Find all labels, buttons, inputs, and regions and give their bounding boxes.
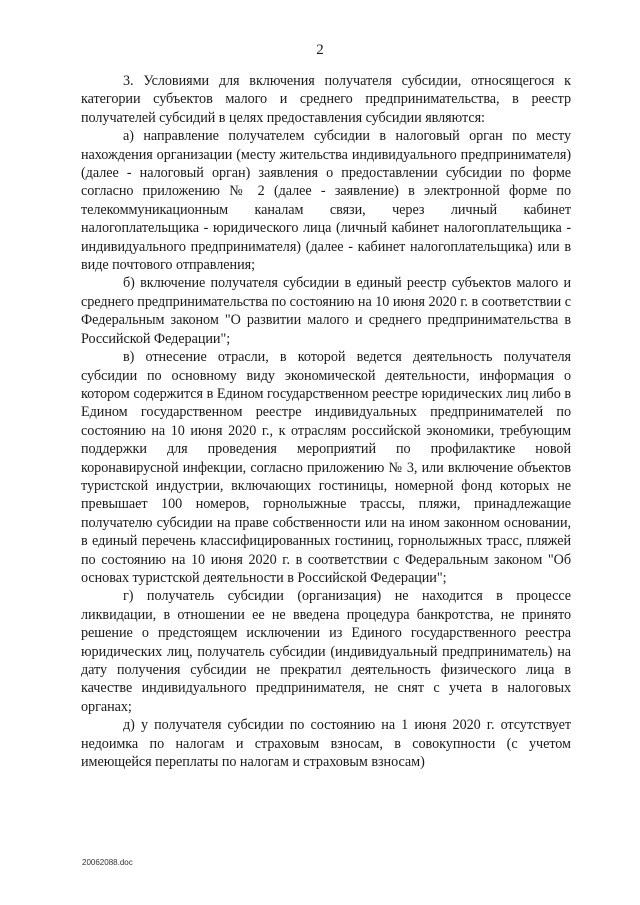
page-number: 2 (316, 42, 324, 58)
paragraph-item-d: д) у получателя субсидии по состоянию на 1 июня 2020 г. отсутствует недоимка по налогам и страховым взносам, в совокупности (с учетом имеющейся переплаты по налогам и страховым взносам) (81, 717, 571, 771)
paragraph-item-b: б) включение получателя субсидии в единый реестр субъектов малого и среднего предпринимательства по состоянию на 10 июня 2020 г. в соответствии с Федеральным законом "О развитии малого и среднего предпринимательства в Российской Федерации"; (81, 275, 571, 347)
paragraph-item-a: а) направление получателем субсидии в налоговый орган по месту нахождения организации (месту жительства индивидуального предпринимателя) (далее - налоговый орган) заявления о предоставлении субсидии по форме согласно приложению № 2 (далее - заявление) в электронной форме по телекоммуникационным каналам связи, через личный кабинет налогоплательщика - юридического лица (личный кабинет налогоплательщика - индивидуального предпринимателя) (далее - кабинет налогоплательщика) или в виде почтового отправления; (81, 128, 571, 274)
paragraph-item-v: в) отнесение отрасли, в которой ведется деятельность получателя субсидии по основному виду экономической деятельности, информация о котором содержится в Едином государственном реестре юридических лиц либо в Едином государственном реестре индивидуальных предпринимателей по состоянию на 10 июня 2020 г., к отраслям российской экономики, требующим поддержки для проведения мероприятий по профилактике новой коронавирусной инфекции, согласно приложению № 3, или включение объектов туристской индустрии, включающих гостиницы, номерной фонд которых не превышает 100 номеров, горнолыжные трассы, пляжи, принадлежащие получателю субсидии на праве собственности или на ином законном основании, в единый перечень классифицированных гостиниц, горнолыжных трасс, пляжей по состоянию на 10 июня 2020 г. в соответствии с Федеральным законом "Об основах туристской деятельности в Российской Федерации"; (81, 349, 571, 586)
document-file-code: 20062088.doc (82, 858, 133, 867)
paragraph-item-g: г) получатель субсидии (организация) не находится в процессе ликвидации, в отношении ее не введена процедура банкротства, не принято решение о предстоящем исключении из Единого государственного реестра юридических лиц, получатель субсидии (индивидуальный предприниматель) на дату получения субсидии не прекратил деятельность физического лица в качестве индивидуального предпринимателя, не снят с учета в налоговых органах; (81, 588, 571, 715)
paragraph-condition-3: 3. Условиями для включения получателя субсидии, относящегося к категории субъектов малого и среднего предпринимательства, в реестр получателей субсидий в целях предоставления субсидии являются: (81, 73, 571, 126)
document-body (81, 72, 571, 771)
